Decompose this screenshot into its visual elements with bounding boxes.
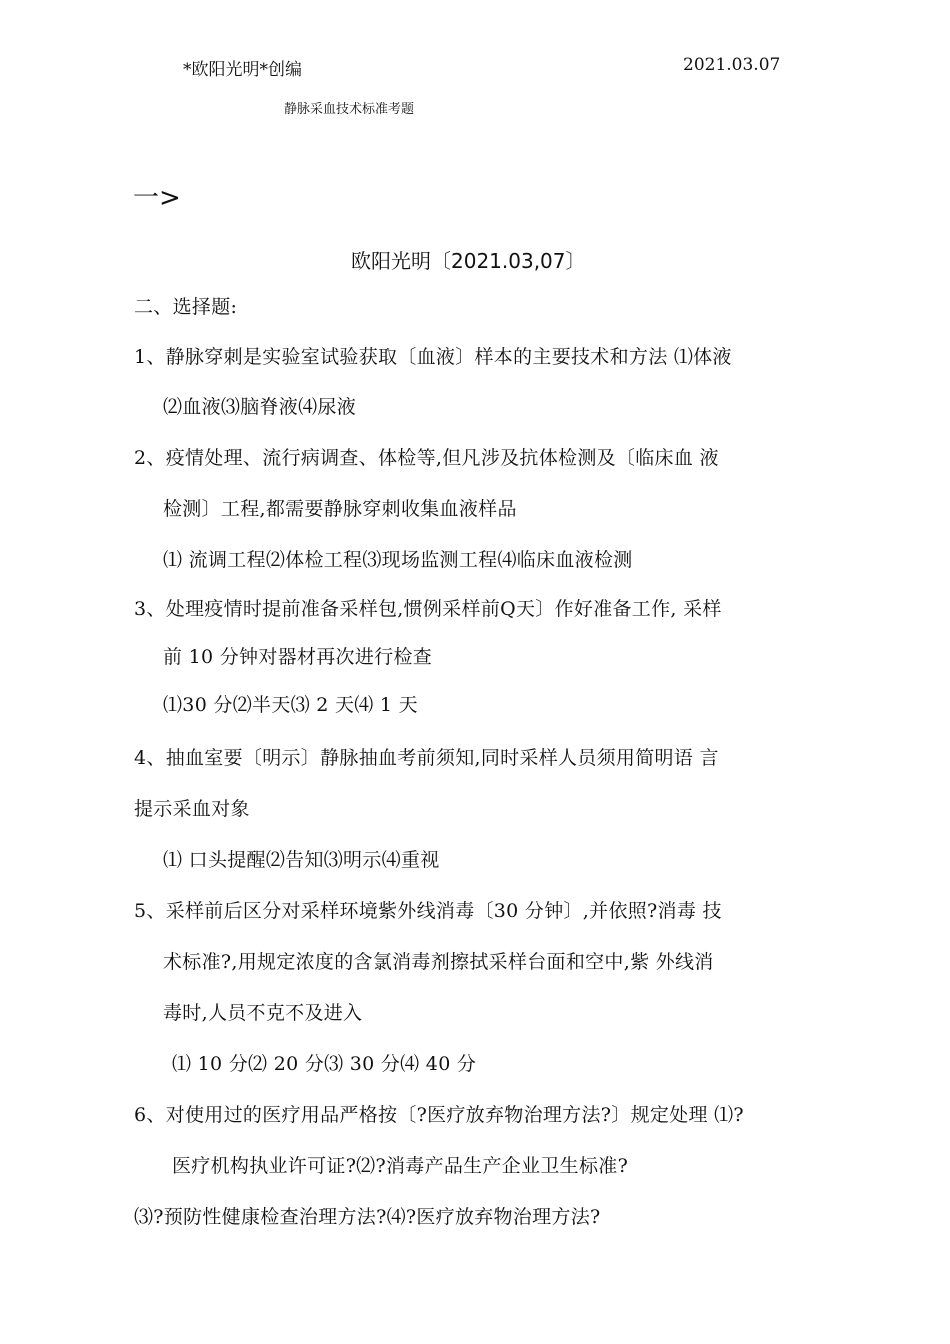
q3-line1: 3、处理疫情时提前准备采样包,惯例采样前Q天〕作好准备工作, 采样 [134,598,722,620]
section-arrow-marker: 一> [133,183,181,213]
document-subtitle: 静脉采血技术标准考题 [284,102,415,117]
section-heading: 二、选择题: [134,296,238,318]
q5-options: ⑴ 10 分⑵ 20 分⑶ 30 分⑷ 40 分 [172,1053,477,1075]
q2-line2: 检测〕工程,都需要静脉穿刺收集血液样品 [163,498,517,520]
q4-line2: 提示采血对象 [134,798,250,820]
q5-line1: 5、采样前后区分对采样环境紫外线消毒〔30 分钟〕,并依照?消毒 技 [134,900,722,922]
q1-line1: 1、静脉穿刺是实验室试验获取〔血液〕样本的主要技术和方法 ⑴体液 [134,346,732,368]
q5-line3: 毒时,人员不克不及进入 [163,1002,363,1024]
q4-line1: 4、抽血室要〔明示〕静脉抽血考前须知,同时采样人员须用简明语 言 [134,747,719,769]
q1-options: ⑵血液⑶脑脊液⑷尿液 [163,396,357,418]
q4-options: ⑴ 口头提醒⑵告知⑶明示⑷重视 [163,849,440,871]
q5-line2: 术标准?,用规定浓度的含氯消毒剂擦拭采样台面和空中,紫 外线消 [163,951,714,973]
q6-line2: 医疗机构执业许可证?⑵?消毒产品生产企业卫生标准? [172,1155,629,1177]
q2-line1: 2、疫情处理、流行病调查、体检等,但凡涉及抗体检测及〔临床血 液 [134,447,719,469]
q2-options: ⑴ 流调工程⑵体检工程⑶现场监测工程⑷临床血液检测 [163,549,633,571]
q6-line3: ⑶?预防性健康检查治理方法?⑷?医疗放弃物治理方法? [134,1206,601,1228]
q6-line1: 6、对使用过的医疗用品严格按〔?医疗放弃物治理方法?〕规定处理 ⑴? [134,1104,744,1126]
header-author: *欧阳光明*创编 [183,60,302,80]
q3-line2: 前 10 分钟对器材再次进行检查 [163,646,433,668]
document-title: 欧阳光明〔2021.03,07〕 [351,249,586,273]
q3-options: ⑴30 分⑵半天⑶ 2 天⑷ 1 天 [163,694,418,716]
header-date: 2021.03.07 [683,55,781,75]
